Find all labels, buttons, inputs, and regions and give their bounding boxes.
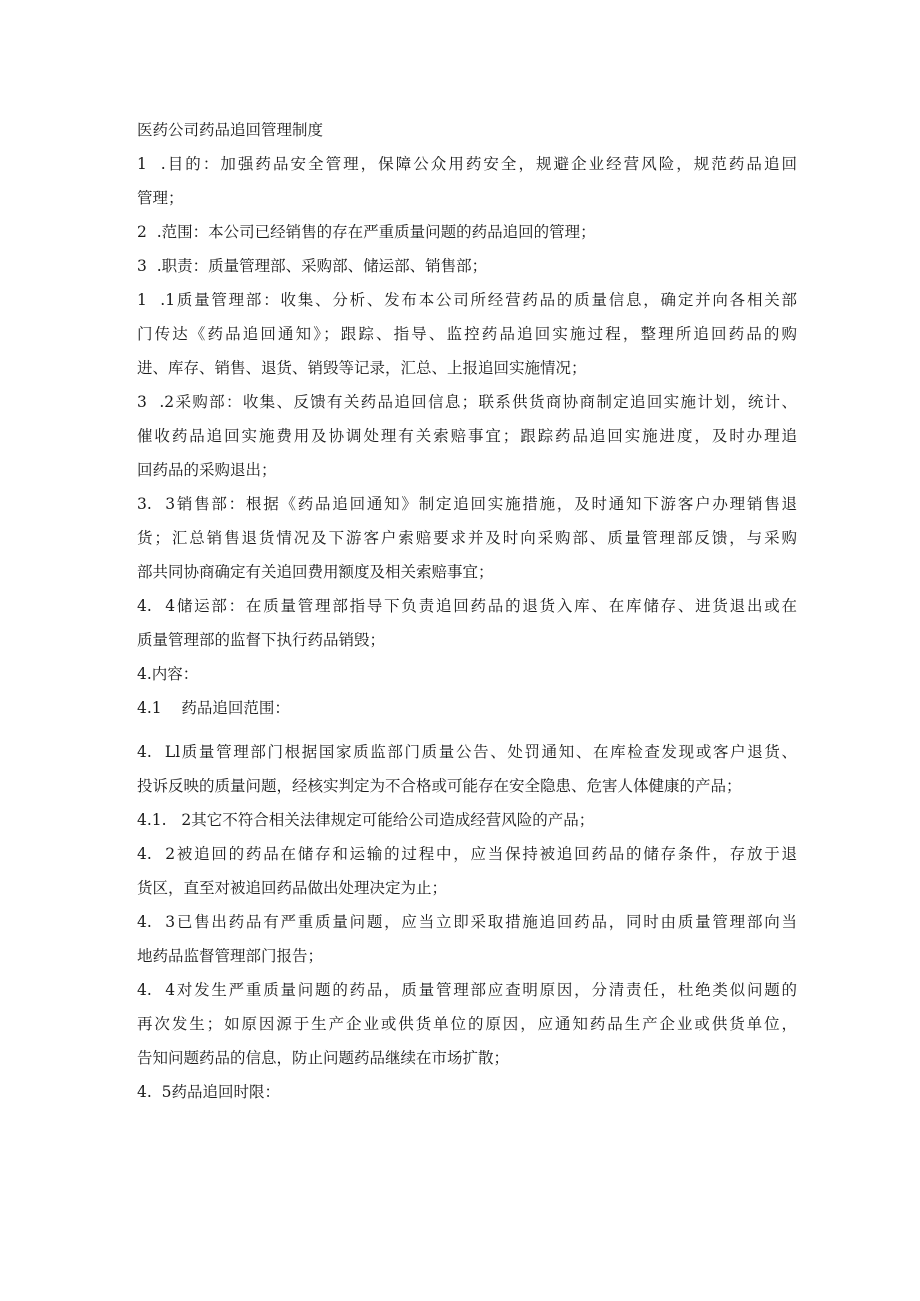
paragraph-line: 告知问题药品的信息，防止问题药品继续在市场扩散； (137, 1049, 510, 1067)
paragraph-line: 再次发生；如原因源于生产企业或供货单位的原因，应通知药品生产企业或供货单位， (137, 1015, 797, 1033)
paragraph-line: 3. 3销售部：根据《药品追回通知》制定追回实施措施，及时通知下游客户办理销售退 (137, 495, 797, 513)
paragraph-line: 货区，直至对被追回药品做出处理决定为止； (137, 879, 448, 897)
paragraph-line: 货；汇总销售退货情况及下游客户索赔要求并及时向采购部、质量管理部反馈，与采购 (137, 529, 797, 547)
paragraph-line: 4. 3已售出药品有严重质量问题，应当立即采取措施追回药品，同时由质量管理部向当 (137, 913, 797, 931)
section-heading: 4.内容： (137, 665, 199, 683)
paragraph-line: 4. 4对发生严重质量问题的药品，质量管理部应查明原因，分清责任，杜绝类似问题的 (137, 981, 797, 999)
paragraph-line: 4.1. 2其它不符合相关法律规定可能给公司造成经营风险的产品； (137, 811, 595, 829)
paragraph-line: 催收药品追回实施费用及协调处理有关索赔事宜；跟踪药品追回实施进度，及时办理追 (137, 427, 797, 445)
document-body (137, 117, 797, 1113)
paragraph-line: 质量管理部的监督下执行药品销毁； (137, 631, 386, 649)
paragraph-line: 1 .目的：加强药品安全管理，保障公众用药安全，规避企业经营风险，规范药品追回 (137, 155, 797, 173)
paragraph-line: 3 .2采购部：收集、反馈有关药品追回信息；联系供货商协商制定追回实施计划，统计、 (137, 393, 797, 411)
paragraph-line: 4. 2被追回的药品在储存和运输的过程中，应当保持被追回药品的储存条件，存放于退 (137, 845, 797, 863)
document-title: 医药公司药品追回管理制度 (137, 121, 324, 139)
paragraph-line: 地药品监督管理部门报告； (137, 947, 324, 965)
paragraph-line: 4. 4储运部：在质量管理部指导下负责追回药品的退货入库、在库储存、进货退出或在 (137, 597, 797, 615)
paragraph-line: 投诉反映的质量问题，经核实判定为不合格或可能存在安全隐患、危害人体健康的产品； (137, 777, 742, 795)
paragraph-line: 4. Ll质量管理部门根据国家质监部门质量公告、处罚通知、在库检查发现或客户退货、 (137, 743, 797, 761)
paragraph-line: 1 .1质量管理部：收集、分析、发布本公司所经营药品的质量信息，确定并向各相关部 (137, 291, 797, 309)
paragraph-line: 3 .职责：质量管理部、采购部、储运部、销售部； (137, 257, 488, 275)
paragraph-line: 门传达《药品追回通知》；跟踪、指导、监控药品追回实施过程，整理所追回药品的购 (137, 325, 797, 343)
subsection-heading: 4.1 药品追回范围： (137, 699, 290, 717)
paragraph-line: 回药品的采购退出； (137, 461, 277, 479)
paragraph-line: 部共同协商确定有关追回费用额度及相关索赔事宜； (137, 563, 494, 581)
paragraph-line: 进、库存、销售、退货、销毁等记录，汇总、上报追回实施情况； (137, 359, 587, 377)
paragraph-line: 管理； (137, 189, 184, 207)
subsection-heading: 4. 5药品追回时限： (137, 1083, 281, 1101)
paragraph-line: 2 .范围：本公司已经销售的存在严重质量问题的药品追回的管理； (137, 223, 596, 241)
